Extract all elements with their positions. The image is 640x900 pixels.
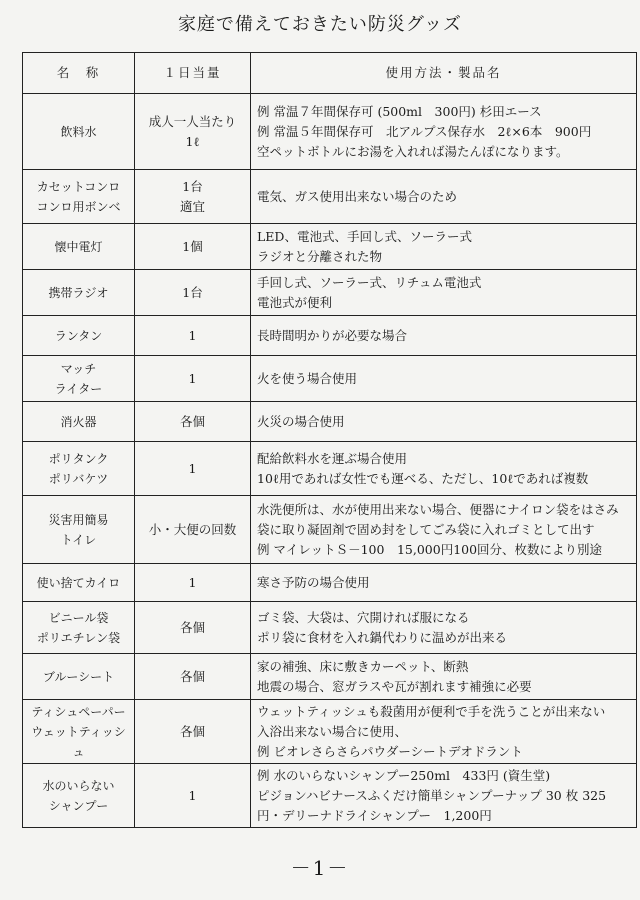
header-usage: 使用方法・製品名: [251, 53, 637, 94]
item-name: [23, 496, 135, 564]
item-name: [23, 654, 135, 700]
item-name: [23, 356, 135, 402]
item-usage: [251, 224, 637, 270]
item-usage-line: 家の補強、床に敷きカーペット、断熱: [257, 658, 469, 674]
item-usage-line: 手回し式、ソーラー式、リチュム電池式: [257, 274, 482, 290]
item-name-line: シャンプー: [48, 798, 109, 813]
item-usage-line: 配給飲料水を運ぶ場合使用: [257, 450, 408, 466]
table-row: [23, 700, 637, 764]
item-usage-line: 例 常温５年間保存可 北アルプス保存水 2ℓ×6本 900円: [257, 123, 592, 139]
item-name-line: ライター: [54, 381, 103, 396]
item-usage-line: LED、電池式、手回し式、ソーラー式: [257, 228, 472, 244]
item-name: [23, 764, 135, 828]
item-daily-quantity: [135, 170, 251, 224]
table-row: [23, 654, 637, 700]
table-row: [23, 496, 637, 564]
item-usage: [251, 602, 637, 654]
item-daily-quantity: [135, 564, 251, 602]
item-daily-quantity: [135, 224, 251, 270]
item-name: [23, 270, 135, 316]
item-name-line: 懐中電灯: [54, 239, 103, 254]
item-daily-quantity-line: 1個: [182, 238, 203, 254]
item-usage: [251, 356, 637, 402]
item-daily-quantity-line: 1: [188, 327, 197, 343]
item-name-line: ポリバケツ: [48, 471, 109, 486]
item-name: [23, 602, 135, 654]
item-usage: [251, 316, 637, 356]
item-usage: [251, 270, 637, 316]
item-usage: [251, 442, 637, 496]
item-daily-quantity-line: 各個: [179, 723, 205, 739]
table-row: [23, 356, 637, 402]
item-daily-quantity-line: 1台: [182, 284, 203, 300]
item-usage: [251, 654, 637, 700]
item-usage-line: ピジョンハビナースふくだけ簡単シャンプーナップ 30 枚 325円・デリーナドライシャンプー 1,200円: [257, 787, 607, 823]
item-name: [23, 94, 135, 170]
item-daily-quantity: [135, 94, 251, 170]
item-usage-line: 寒さ予防の場合使用: [257, 574, 370, 590]
header-quantity: １日当量: [135, 53, 251, 94]
item-usage: [251, 564, 637, 602]
item-usage-line: 例 ビオレさらさらパウダーシートデオドラント: [257, 743, 523, 759]
item-name-line: 災害用簡易: [48, 512, 109, 527]
item-daily-quantity-line: 1台: [182, 178, 203, 194]
item-daily-quantity-line: 1: [188, 787, 197, 803]
item-name: [23, 224, 135, 270]
item-name-line: ポリエチレン袋: [36, 630, 121, 645]
item-daily-quantity: [135, 654, 251, 700]
item-name-line: 携帯ラジオ: [48, 285, 109, 300]
item-daily-quantity: [135, 700, 251, 764]
item-name-line: ブルーシート: [42, 669, 115, 684]
item-name: [23, 170, 135, 224]
item-name-line: カセットコンロ: [36, 179, 121, 194]
item-usage-line: ゴミ袋、大袋は、穴開ければ服になる: [257, 609, 470, 625]
item-daily-quantity-line: 1: [188, 370, 197, 386]
item-daily-quantity: [135, 270, 251, 316]
item-usage-line: 例 水のいらないシャンプー250ml 433円 (資生堂): [257, 767, 551, 783]
table-row: [23, 602, 637, 654]
item-daily-quantity: [135, 442, 251, 496]
item-name-line: コンロ用ボンベ: [36, 199, 121, 214]
item-name: [23, 700, 135, 764]
table-row: [23, 564, 637, 602]
item-usage-line: 火を使う場合使用: [257, 370, 358, 386]
item-daily-quantity: [135, 356, 251, 402]
item-usage-line: ポリ袋に食材を入れ鍋代わりに温めが出来る: [257, 629, 508, 645]
table-row: [23, 94, 637, 170]
item-name-line: 使い捨てカイロ: [36, 575, 121, 590]
item-name-line: 水のいらない: [42, 778, 115, 793]
item-daily-quantity: [135, 602, 251, 654]
item-name: [23, 316, 135, 356]
item-usage-line: 電池式が便利: [257, 294, 333, 310]
item-name-line: ランタン: [54, 328, 103, 343]
item-usage: [251, 402, 637, 442]
item-name-line: ティシュペーパー: [31, 704, 126, 719]
item-daily-quantity: [135, 764, 251, 828]
item-name-line: ビニール袋: [48, 610, 109, 625]
item-usage-line: 長時間明かりが必要な場合: [257, 327, 408, 343]
item-usage: [251, 764, 637, 828]
item-name: [23, 442, 135, 496]
item-usage: [251, 496, 637, 564]
item-name-line: 消火器: [60, 414, 97, 429]
item-name-line: ポリタンク: [48, 451, 109, 466]
table-row: [23, 170, 637, 224]
item-usage: [251, 170, 637, 224]
page-title: 家庭で備えておきたい防災グッズ: [177, 14, 463, 35]
table-row: [23, 402, 637, 442]
item-name-line: ウェットティッシュ: [31, 724, 126, 759]
item-usage-line: 入浴出来ない場合に使用、: [257, 723, 408, 739]
item-usage: [251, 700, 637, 764]
item-daily-quantity-line: 1: [188, 460, 197, 476]
item-usage: [251, 94, 637, 170]
item-daily-quantity-line: 成人一人当たり: [148, 113, 237, 129]
table-row: [23, 270, 637, 316]
item-name-line: トイレ: [60, 532, 97, 547]
table-header-row: [23, 53, 637, 94]
item-name: [23, 402, 135, 442]
item-daily-quantity-line: 適宜: [179, 198, 205, 214]
item-usage-line: ラジオと分離された物: [257, 248, 383, 264]
item-name-line: マッチ: [60, 361, 97, 376]
item-name: [23, 564, 135, 602]
item-usage-line: ウェットティッシュも殺菌用が便利で手を洗うことが出来ない: [257, 703, 606, 719]
item-daily-quantity-line: 1: [188, 574, 197, 590]
item-usage-line: 例 常温７年間保存可 (500ml 300円) 杉田エース: [257, 103, 542, 119]
item-daily-quantity-line: 小・大便の回数: [148, 521, 237, 537]
disaster-goods-table: [22, 52, 637, 828]
item-usage-line: 10ℓ用であれば女性でも運べる、ただし、10ℓであれば複数: [257, 470, 589, 486]
table-row: [23, 316, 637, 356]
item-usage-line: 空ペットボトルにお湯を入れれば湯たんぽになります。: [257, 143, 569, 159]
page-number: －1－: [290, 856, 350, 880]
item-usage-line: 例 マイレットＳ－100 15,000円100回分、枚数により別途: [257, 541, 603, 557]
item-daily-quantity-line: 各個: [179, 413, 205, 429]
item-usage-line: 火災の場合使用: [257, 413, 345, 429]
item-usage-line: 地震の場合、窓ガラスや瓦が割れます補強に必要: [257, 678, 532, 694]
item-daily-quantity-line: 各個: [179, 668, 205, 684]
item-usage-line: 水洗便所は、水が使用出来ない場合、便器にナイロン袋をはさみ袋に取り凝固剤で固め封をしてごみ袋に入れゴミとして出す: [257, 501, 619, 537]
item-daily-quantity: [135, 402, 251, 442]
table-row: [23, 764, 637, 828]
item-name-line: 飲料水: [60, 124, 97, 139]
item-daily-quantity-line: 1ℓ: [185, 133, 200, 149]
table-row: [23, 224, 637, 270]
item-daily-quantity-line: 各個: [179, 619, 205, 635]
header-name: 名 称: [23, 53, 135, 94]
item-usage-line: 電気、ガス使用出来ない場合のため: [257, 188, 458, 204]
table-row: [23, 442, 637, 496]
item-daily-quantity: [135, 316, 251, 356]
item-daily-quantity: [135, 496, 251, 564]
